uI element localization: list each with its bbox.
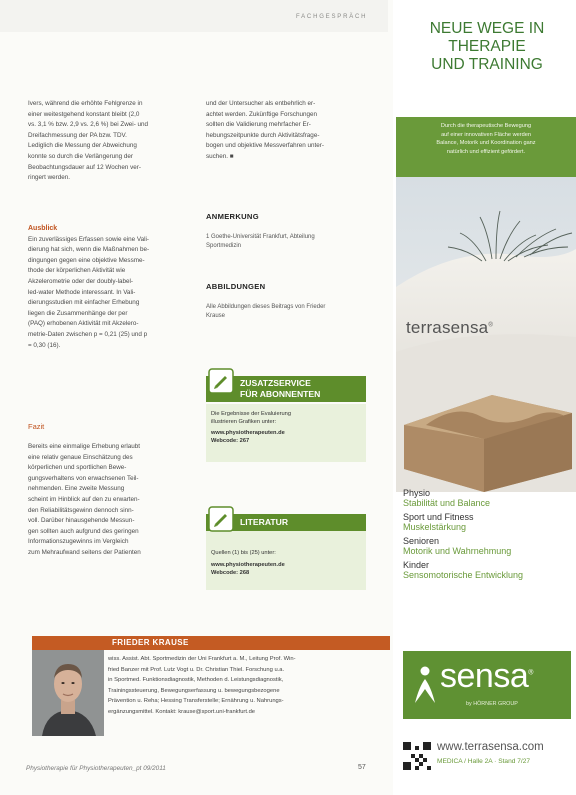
literatur-box-content (211, 549, 363, 577)
text-line: auf einer innovativen Fläche werden (441, 131, 531, 138)
headline-line1: NEUE WEGE IN (429, 20, 545, 37)
brand-word: terrasensa (406, 318, 489, 337)
text-line: voll. Darüber hinausgehende Messun- (28, 517, 135, 525)
abbildungen-heading: ABBILDUNGEN (206, 282, 266, 291)
text-line: fried Banzer mit Prof. Lutz Vogt u. Dr. Christian Thiel. Forschung u.a. (108, 666, 285, 673)
page-number: 57 (358, 764, 366, 771)
text-line: Bereits eine einmalige Erhebung erlaubt (28, 443, 141, 450)
registered-mark: ® (488, 322, 493, 329)
text-line: Lediglich die Messung der Abweichung (28, 142, 137, 150)
text-line: Durch die therapeutische Bewegung (440, 123, 532, 129)
text-line: körperlichen und sportlichen Bewe- (28, 464, 127, 472)
abbildungen-text (206, 303, 378, 321)
article-column-1-ausblick (28, 224, 195, 351)
author-photo (32, 650, 104, 736)
headline-line3: UND TRAINING (431, 56, 543, 73)
literatur-webcode: Webcode: 268 (211, 570, 250, 576)
anmerkung-heading: ANMERKUNG (206, 212, 259, 221)
text-line: nehmenden. Eine zweite Messung (28, 485, 125, 493)
advert-fair-info: MEDICA / Halle 2A · Stand 7/27 (437, 758, 531, 765)
text-line: vs. 3,1 % bzw. 2,9 vs. 2,6 %) bei Zwei- und (28, 121, 149, 129)
text-line: natürlich und effizient gefördert. (446, 148, 526, 155)
text-line: (PAQ) erhobenen Aktivität mit Akzelero- (28, 320, 139, 328)
service-box-content (211, 410, 363, 445)
text-line: Dreifachmessung der PA bzw. TDV. (28, 131, 127, 139)
category-title: Kinder (403, 560, 430, 570)
text-line: hebungszeitpunkte durch Aktivitätsfrage- (206, 131, 320, 139)
section-heading-ausblick: Ausblick (28, 225, 58, 232)
text-line: Ein zuverlässiges Erfassen sowie eine Vali- (28, 235, 149, 243)
section-label: FACHGESPRÄCH (296, 14, 368, 20)
text-line: sollten die Validierung mehrfacher Er- (206, 121, 311, 129)
advert-green-text (400, 122, 572, 156)
text-line: eine relativ genaue Einschätzung des (28, 453, 133, 461)
category-subtitle: Sensomotorische Entwicklung (403, 570, 524, 580)
text-line: dingungen gegen eine objektive Messme- (28, 256, 145, 264)
category-subtitle: Muskelstärkung (403, 522, 467, 532)
author-name: FRIEDER KRAUSE (112, 638, 189, 647)
sensa-logo-word (440, 657, 533, 696)
text-line: ringert werden. (28, 174, 70, 182)
document-pen-icon (208, 506, 234, 532)
author-bar (32, 636, 390, 650)
sensa-logo-sub: by HÖRNER GROUP (466, 701, 518, 707)
text-line: bogen und objektive Messverfahren unter- (206, 142, 324, 150)
text-line: metrie-Daten zwischen p = 0,21 (25) und p (28, 330, 148, 338)
text-line: gen sollten auch aufgrund des geringen (28, 527, 139, 535)
text-line: scheint im Hinblick auf den zu erwarten- (28, 495, 140, 503)
journal-footer: Physiotherapie für Physiotherapeuten_pt 09/2011 (26, 765, 166, 772)
qr-code-icon[interactable] (403, 742, 431, 770)
text-line: den Reliabilitätsgewinn dennoch sinn- (28, 506, 134, 514)
text-line: in Sportmed. Funktionsdiagnostik, Methoden d. Leistungsdiagnostik, (108, 677, 284, 683)
literatur-text: Quellen (1) bis (25) unter: (211, 550, 276, 556)
text-line: Alle Abbildungen dieses Beitrags von Frieder (206, 304, 326, 310)
text-line: led-water Methode interessant. In Vali- (28, 288, 136, 296)
service-text-line1: Die Ergebnisse der Evaluierung (211, 411, 291, 417)
text-line: einer weitestgehend konstant bleibt (2,0 (28, 110, 140, 118)
text-line: dierung hat sich, wenn die Maßnahmen be- (28, 246, 150, 254)
text-line: gungsverhaltens von erwachsenen Teil- (28, 474, 139, 482)
category-senioren (403, 536, 573, 556)
text-line: Ivers, während die erhöhte Fehlgrenze in (28, 100, 143, 107)
text-line: liegen die Zusammenhänge der per (28, 309, 128, 317)
text-line: und der Untersucher als entbehrlich er- (206, 100, 316, 107)
text-line: ergänzungsmittel. Kontakt: krause@sport.uni-frankfurt.de (108, 708, 256, 715)
text-line: achtet werden. Zukünftige Forschungen (206, 110, 317, 118)
advert-categories (403, 488, 573, 580)
category-sport (403, 512, 573, 532)
document-pen-icon (208, 368, 234, 394)
article-column-1-fazit (28, 442, 195, 559)
text-line: wiss. Assist. Abt. Sportmedizin der Uni Frankfurt a. M., Leitung Prof. Win- (108, 656, 296, 662)
text-line: Akzelerometrie oder der doubly-label- (28, 277, 133, 285)
sensa-figure-icon (411, 665, 437, 705)
text-line: Beobachtungsdauer auf 12 Wochen ver- (28, 163, 141, 171)
terrasensa-logo (406, 318, 493, 338)
text-line: Balance, Motorik und Koordination ganz (436, 140, 536, 147)
text-line: Informationszugewinns im Vergleich (28, 538, 129, 546)
text-line: zum Mehraufwand seitens der Patienten (28, 548, 141, 556)
headline-line2: THERAPIE (448, 38, 526, 55)
category-title: Physio (403, 488, 431, 498)
category-physio (403, 488, 573, 508)
category-subtitle: Stabilität und Balance (403, 498, 491, 508)
category-title: Sport und Fitness (403, 512, 474, 522)
text-line: Krause (206, 313, 226, 319)
author-bio (108, 654, 390, 717)
article-column-2 (206, 99, 378, 163)
service-link[interactable]: www.physiotherapeuten.de (211, 430, 285, 436)
literatur-link[interactable]: www.physiotherapeuten.de (211, 562, 285, 568)
section-heading-fazit: Fazit (28, 422, 45, 431)
registered-mark: ® (528, 669, 533, 677)
text-line: Trainingssteuerung, Bewegungserfassung u. bewegungsbezogene (108, 687, 280, 694)
category-kinder (403, 560, 573, 580)
text-line: suchen. ■ (206, 152, 234, 160)
text-line: = 0,30 (16). (28, 341, 61, 349)
service-title-line1: ZUSATZSERVICE (240, 378, 311, 388)
text-line: Prävention u. Reha; Hessing Transferstelle; Ernährung u. Nahrungs- (108, 698, 284, 704)
text-line: 1 Goethe-Universität Frankfurt, Abteilung (206, 234, 315, 240)
text-line: thode der körperlichen Aktivität wie (28, 267, 126, 275)
advert-headline (402, 20, 572, 74)
advert-url[interactable]: www.terrasensa.com (437, 741, 544, 753)
text-line: konnte so durch die Verlängerung der (28, 152, 134, 160)
service-text-line2: illustrieren Grafiken unter: (211, 419, 277, 425)
category-subtitle: Motorik und Wahrnehmung (403, 546, 512, 556)
service-webcode: Webcode: 267 (211, 438, 250, 444)
logo-word: sensa (440, 657, 529, 695)
anmerkung-text (206, 233, 378, 251)
literatur-title: LITERATUR (240, 517, 289, 527)
article-column-1-intro (28, 99, 195, 184)
text-line: Sportmedizin (206, 243, 242, 249)
category-title: Senioren (403, 536, 440, 546)
service-title-line2: FÜR ABONNENTEN (240, 389, 321, 399)
text-line: dierungsstudien mit einfacher Erhebung (28, 299, 140, 307)
